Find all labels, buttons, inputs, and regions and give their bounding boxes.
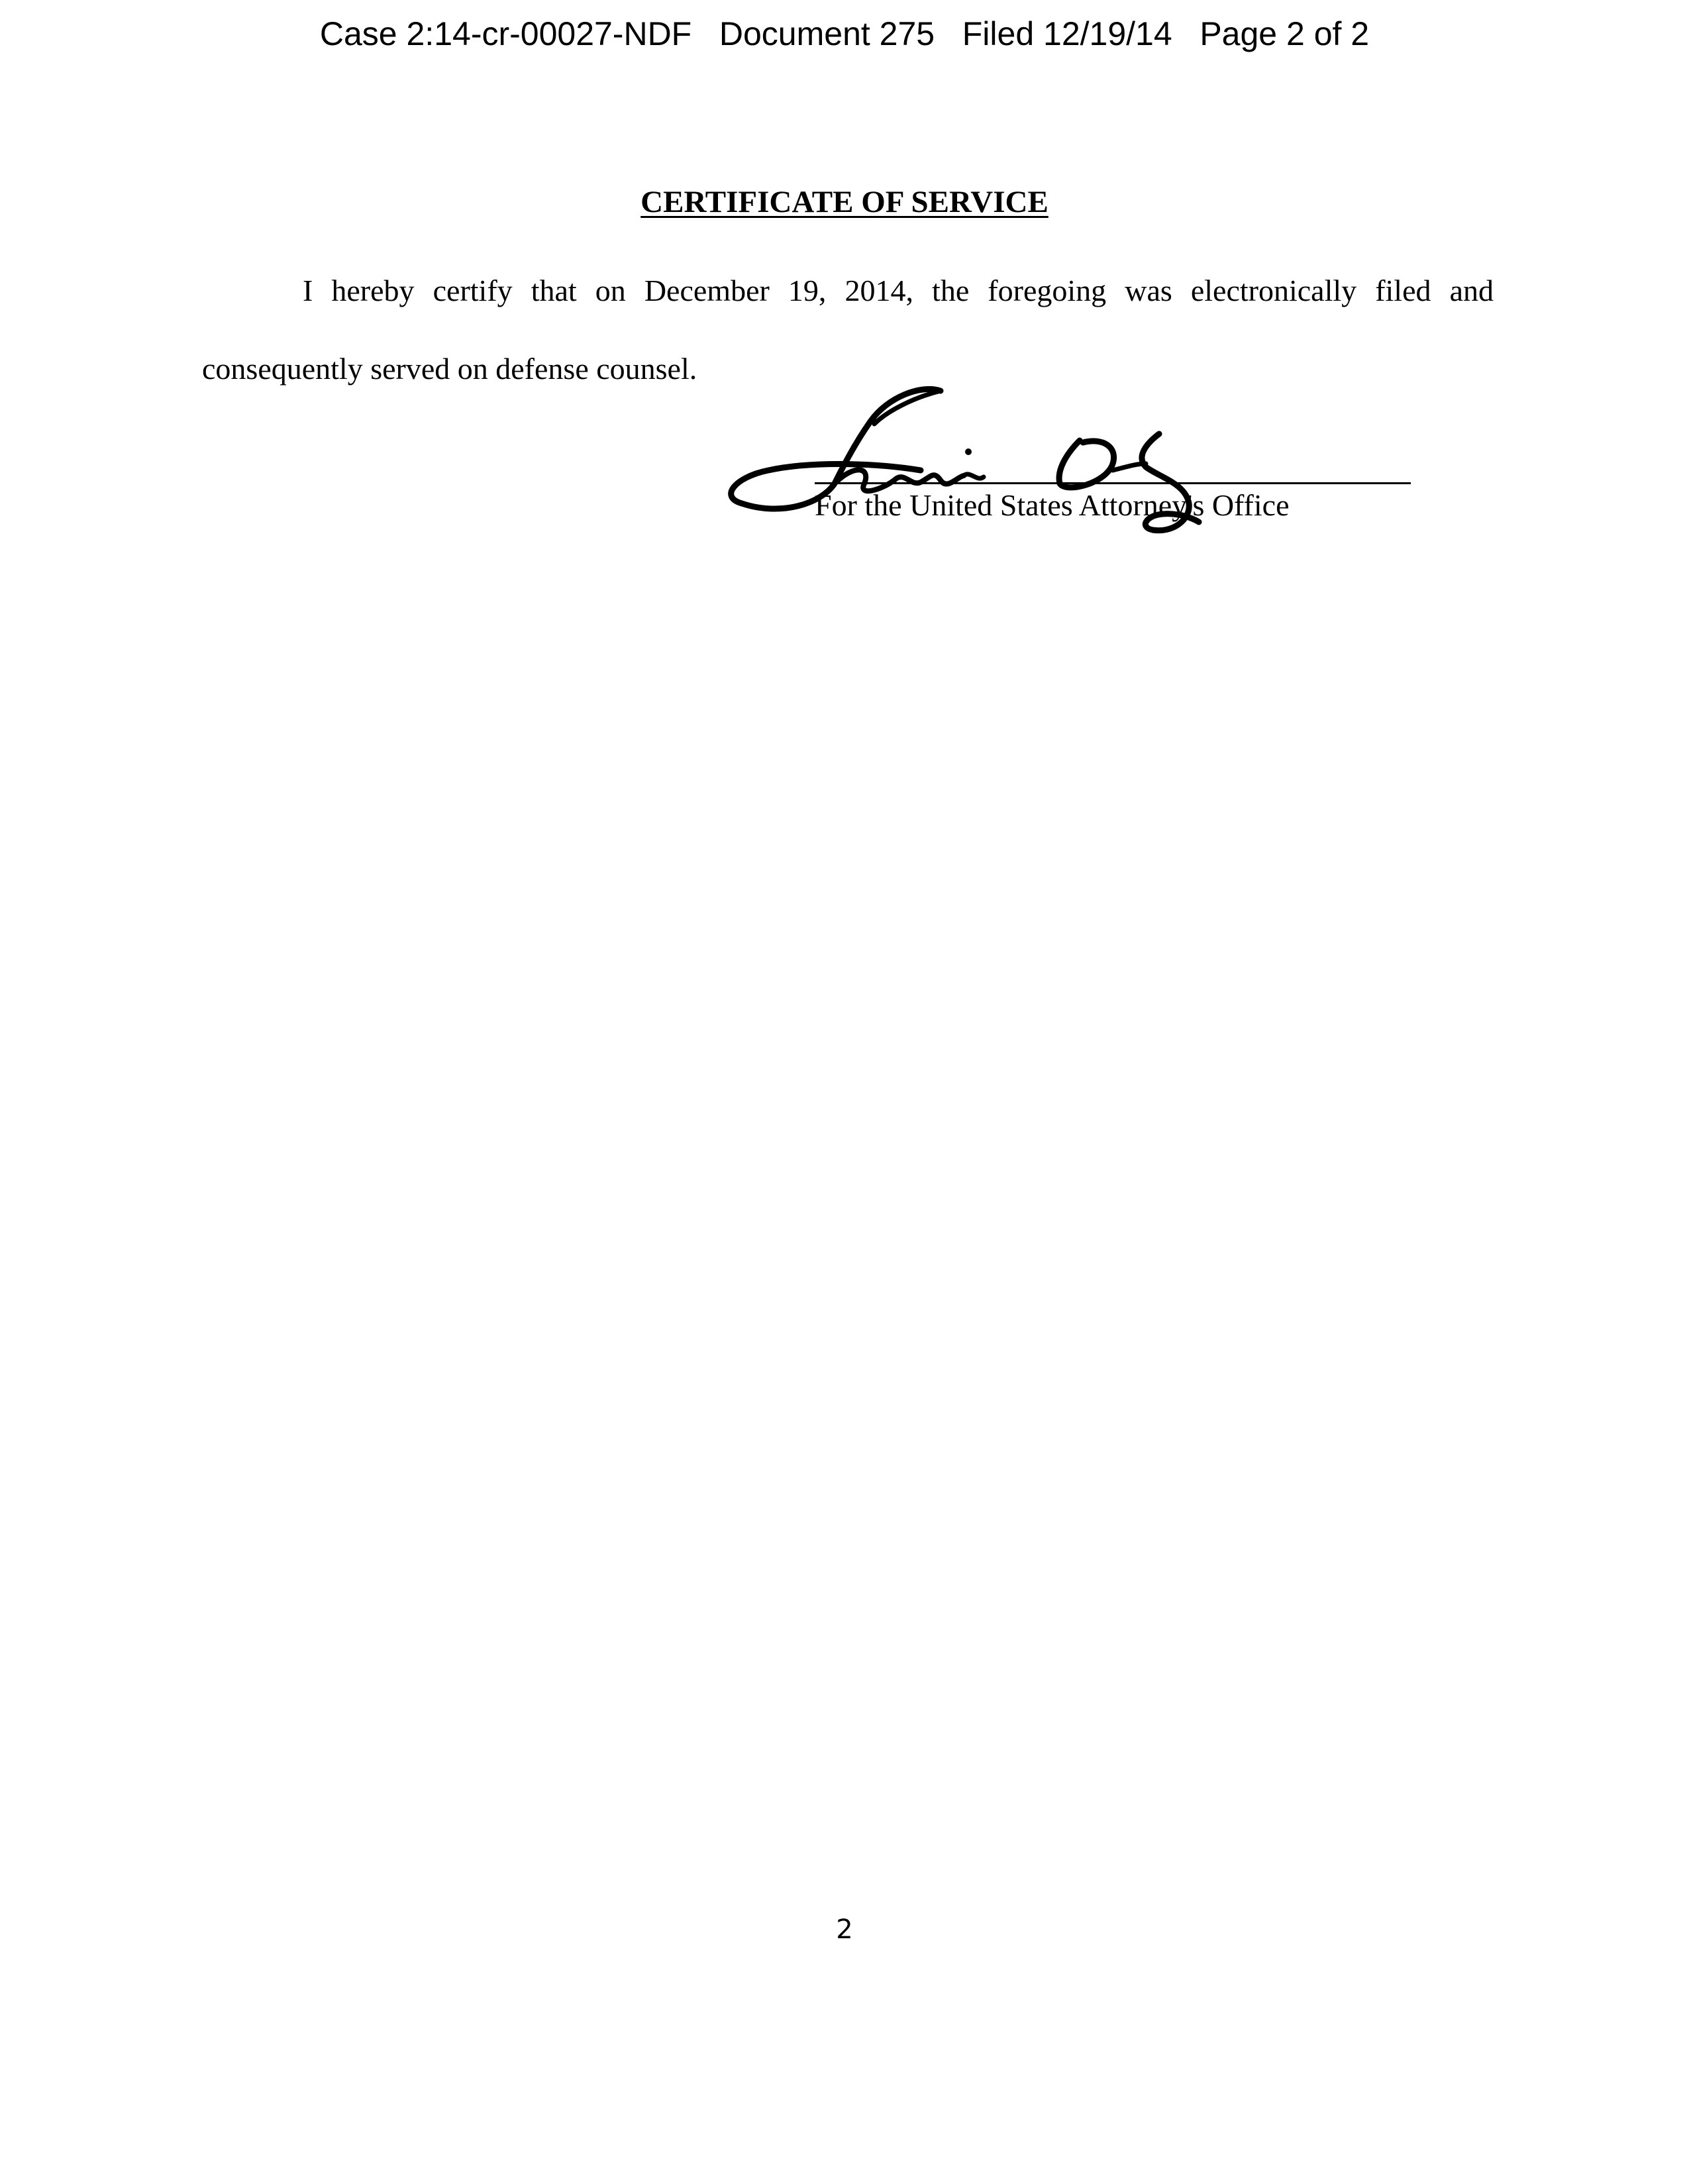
ecf-filing-header: Case 2:14-cr-00027-NDF Document 275 Filed 12/19/14 Page 2 of 2 xyxy=(319,15,1370,52)
signature-caption: For the United States Attorney's Office xyxy=(815,488,1290,522)
certificate-body-line-1: I hereby certify that on December 19, 2014, the foregoing was electronically filed and xyxy=(303,274,1494,307)
page-number: 2 xyxy=(836,1914,853,1945)
certificate-title: CERTIFICATE OF SERVICE xyxy=(640,185,1049,219)
signature-line xyxy=(815,482,1411,484)
certificate-body-line-2: consequently served on defense counsel. xyxy=(202,352,697,386)
